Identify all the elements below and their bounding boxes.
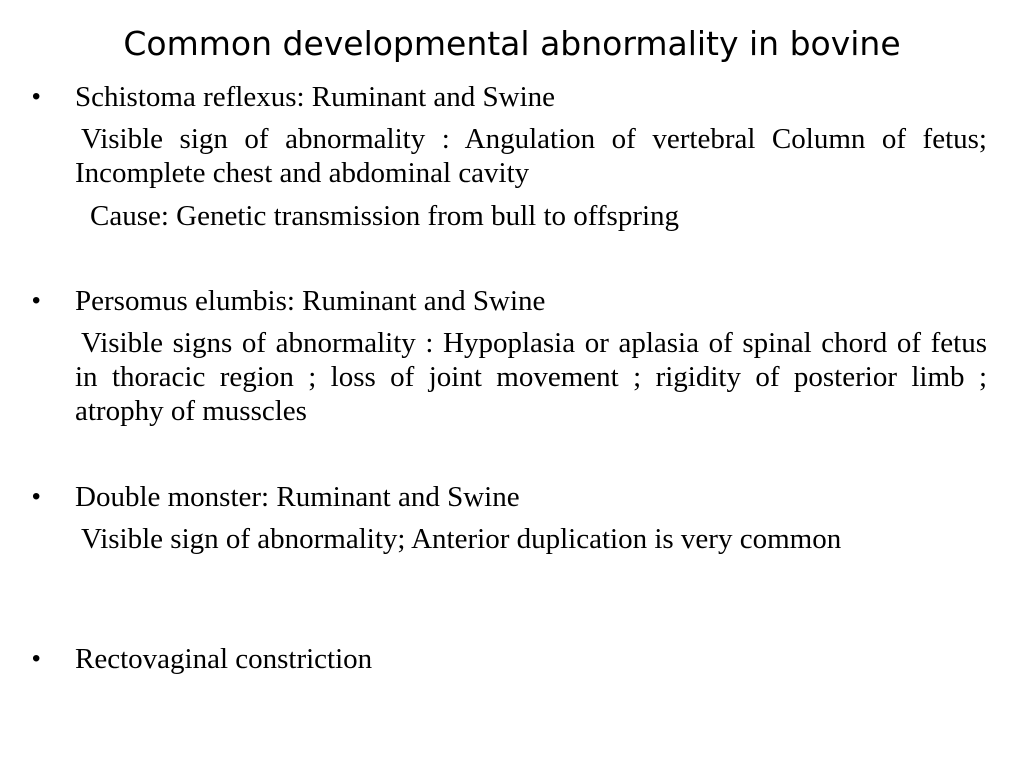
item-sign-persomus: Visible signs of abnormality : Hypoplasia or aplasia of spinal chord of fetus in thoracic region ; loss of joint movement ; rigidity of posterior limb ; atrophy of musscles xyxy=(75,327,987,427)
item-heading-rectovaginal: Rectovaginal constriction xyxy=(75,643,373,675)
slide-title: Common developmental abnormality in bovine xyxy=(123,24,901,63)
bullet-icon: • xyxy=(32,287,41,314)
item-heading-schistoma: Schistoma reflexus: Ruminant and Swine xyxy=(75,81,556,113)
item-heading-double-monster: Double monster: Ruminant and Swine xyxy=(75,481,520,513)
item-cause-schistoma: Cause: Genetic transmission from bull to offspring xyxy=(90,200,680,232)
bullet-icon: • xyxy=(32,483,41,510)
bullet-icon: • xyxy=(32,645,41,672)
item-heading-persomus: Persomus elumbis: Ruminant and Swine xyxy=(75,285,546,317)
item-sign-double-monster: Visible sign of abnormality; Anterior duplication is very common xyxy=(81,523,842,555)
bullet-icon: • xyxy=(32,83,41,110)
item-sign-schistoma: Visible sign of abnormality : Angulation of vertebral Column of fetus; Incomplete chest and abdominal cavity xyxy=(75,123,987,189)
